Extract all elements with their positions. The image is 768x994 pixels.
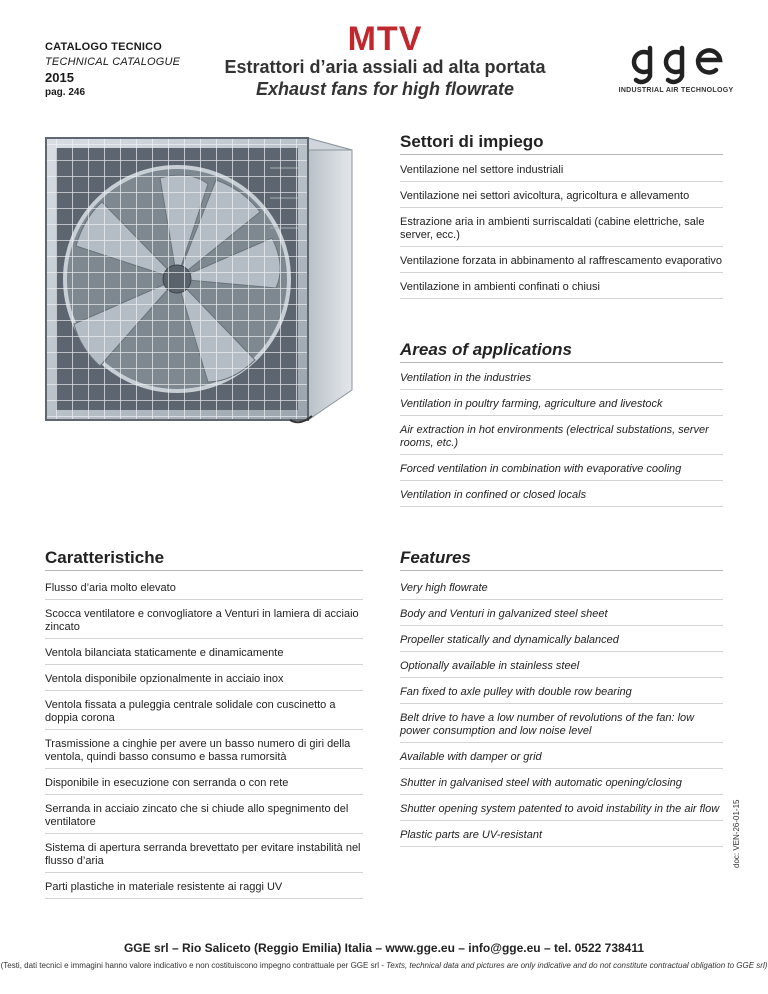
- footer-disclaimer-it: (Testi, dati tecnici e immagini hanno valore indicativo e non costituiscono impegno contrattuale per GGE srl -: [0, 961, 384, 970]
- list-item: Available with damper or grid: [400, 751, 723, 769]
- list-item: Plastic parts are UV-resistant: [400, 829, 723, 847]
- footer-disclaimer-en: Texts, technical data and pictures are only indicative and do not constitute contractual obligation to GGE srl): [386, 961, 768, 970]
- list-item: Ventilation in poultry farming, agriculture and livestock: [400, 398, 723, 416]
- sectors-it-section: [400, 132, 723, 299]
- list-item: Fan fixed to axle pulley with double row bearing: [400, 686, 723, 704]
- features-it-heading: Caratteristiche: [45, 548, 363, 571]
- features-it-section: [45, 548, 363, 899]
- list-item: Sistema di apertura serranda brevettato per evitare instabilità nel flusso d’aria: [45, 842, 363, 873]
- list-item: Optionally available in stainless steel: [400, 660, 723, 678]
- list-item: Serranda in acciaio zincato che si chiude allo spegnimento del ventilatore: [45, 803, 363, 834]
- list-item: Scocca ventilatore e convogliatore a Venturi in lamiera di acciaio zincato: [45, 608, 363, 639]
- list-item: Ventola disponibile opzionalmente in acciaio inox: [45, 673, 363, 691]
- list-item: Shutter opening system patented to avoid instability in the air flow: [400, 803, 723, 821]
- sectors-en-heading: Areas of applications: [400, 340, 723, 363]
- list-item: Ventilation in the industries: [400, 372, 723, 390]
- features-en-heading: Features: [400, 548, 723, 571]
- list-item: Shutter in galvanised steel with automatic opening/closing: [400, 777, 723, 795]
- list-item: Ventilazione nei settori avicoltura, agricoltura e allevamento: [400, 190, 723, 208]
- page-title: MTV: [347, 20, 423, 58]
- list-item: Ventilazione nel settore industriali: [400, 164, 723, 182]
- list-item: Ventilazione forzata in abbinamento al raffrescamento evaporativo: [400, 255, 723, 273]
- footer-disclaimer: [0, 961, 768, 970]
- list-item: Body and Venturi in galvanized steel sheet: [400, 608, 723, 626]
- list-item: Trasmissione a cinghie per avere un basso numero di giri della ventola, quindi basso consumo e bassa rumorsità: [45, 738, 363, 769]
- catalog-year: 2015: [45, 70, 74, 85]
- list-item: Ventilazione in ambienti confinati o chiusi: [400, 281, 723, 299]
- list-item: Disponibile in esecuzione con serranda o con rete: [45, 777, 363, 795]
- list-item: Propeller statically and dynamically balanced: [400, 634, 723, 652]
- logo-tagline: INDUSTRIAL AIR TECHNOLOGY: [618, 87, 734, 94]
- exhaust-fan-photo: [40, 128, 360, 430]
- catalog-label-en: TECHNICAL CATALOGUE: [45, 56, 181, 68]
- list-item: Belt drive to have a low number of revolutions of the fan: low power consumption and low noise level: [400, 712, 723, 743]
- list-item: Air extraction in hot environments (electrical substations, server rooms, etc.): [400, 424, 723, 455]
- sectors-en-section: [400, 340, 723, 507]
- list-item: Flusso d’aria molto elevato: [45, 582, 363, 600]
- footer-contact: GGE srl – Rio Saliceto (Reggio Emilia) Italia – www.gge.eu – info@gge.eu – tel. 0522 738411: [123, 941, 645, 955]
- list-item: Parti plastiche in materiale resistente ai raggi UV: [45, 881, 363, 899]
- list-item: Ventola fissata a puleggia centrale solidale con cuscinetto a doppia corona: [45, 699, 363, 730]
- doc-code: doc: VEN-26-01-15: [732, 799, 741, 868]
- sectors-it-heading: Settori di impiego: [400, 132, 723, 155]
- catalog-label-it: CATALOGO TECNICO: [45, 41, 163, 53]
- page-number: pag. 246: [45, 87, 86, 98]
- list-item: Ventola bilanciata staticamente e dinamicamente: [45, 647, 363, 665]
- list-item: Forced ventilation in combination with evaporative cooling: [400, 463, 723, 481]
- list-item: Very high flowrate: [400, 582, 723, 600]
- subtitle-it: Estrattori d’aria assiali ad alta portata: [224, 57, 546, 77]
- list-item: Ventilation in confined or closed locals: [400, 489, 723, 507]
- list-item: Estrazione aria in ambienti surriscaldati (cabine elettriche, sale server, ecc.): [400, 216, 723, 247]
- subtitle-en: Exhaust fans for high flowrate: [255, 79, 515, 99]
- features-en-section: [400, 548, 723, 847]
